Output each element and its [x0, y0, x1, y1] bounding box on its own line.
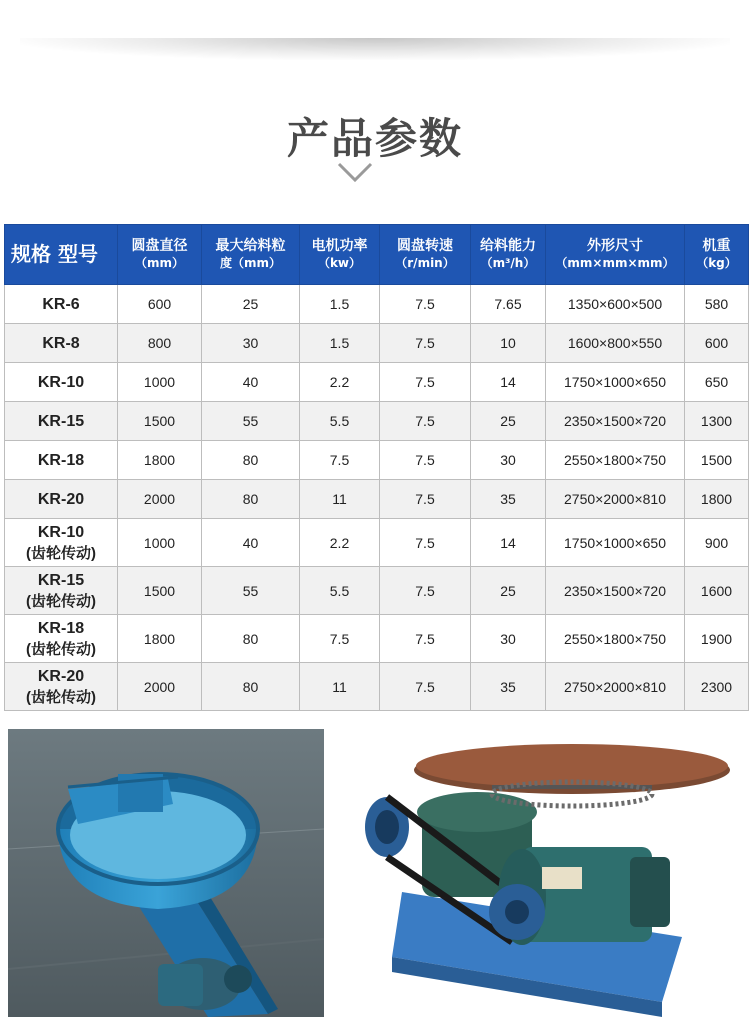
motor-power-cell: 11 [300, 663, 380, 711]
table-row [5, 567, 749, 615]
disc-speed-cell: 7.5 [380, 363, 471, 402]
disc-diameter-cell: 2000 [118, 480, 202, 519]
disc-speed-cell: 7.5 [380, 285, 471, 324]
dimensions-cell: 1750×1000×650 [546, 519, 685, 567]
dimensions-cell: 2550×1800×750 [546, 615, 685, 663]
top-divider-shadow [20, 38, 730, 60]
model-cell: KR-10 [5, 363, 118, 402]
header-weight: 机重 （kg） [685, 225, 749, 285]
disc-diameter-cell: 1500 [118, 402, 202, 441]
table-row [5, 519, 749, 567]
table-row [5, 441, 749, 480]
section-title: 产品参数 [286, 114, 463, 163]
feed-capacity-cell: 10 [471, 324, 546, 363]
model-cell: KR-15 [5, 402, 118, 441]
disc-diameter-cell: 600 [118, 285, 202, 324]
motor-power-cell: 1.5 [300, 285, 380, 324]
feed-capacity-cell: 25 [471, 567, 546, 615]
table-row [5, 363, 749, 402]
dimensions-cell: 2350×1500×720 [546, 402, 685, 441]
disc-diameter-cell: 1000 [118, 519, 202, 567]
header-feed-capacity: 给料能力 （m³/h） [471, 225, 546, 285]
disc-speed-cell: 7.5 [380, 441, 471, 480]
blue-disc-feeder-photo [8, 729, 324, 1017]
table-row [5, 615, 749, 663]
disc-speed-cell: 7.5 [380, 402, 471, 441]
max-feed-size-cell: 55 [202, 402, 300, 441]
disc-speed-cell: 7.5 [380, 567, 471, 615]
feed-capacity-cell: 7.65 [471, 285, 546, 324]
max-feed-size-cell: 55 [202, 567, 300, 615]
max-feed-size-cell: 40 [202, 519, 300, 567]
model-cell: KR-18 (齿轮传动) [5, 615, 118, 663]
spec-table [4, 224, 749, 711]
motor-power-cell: 2.2 [300, 363, 380, 402]
motor-power-cell: 2.2 [300, 519, 380, 567]
model-cell: KR-8 [5, 324, 118, 363]
dimensions-cell: 2550×1800×750 [546, 441, 685, 480]
table-row [5, 324, 749, 363]
weight-cell: 580 [685, 285, 749, 324]
model-cell: KR-10 (齿轮传动) [5, 519, 118, 567]
header-max-feed-size: 最大给料粒 度（mm） [202, 225, 300, 285]
disc-speed-cell: 7.5 [380, 519, 471, 567]
dimensions-cell: 1600×800×550 [546, 324, 685, 363]
weight-cell: 1500 [685, 441, 749, 480]
drive-type-note: (齿轮传动) [26, 592, 96, 610]
disc-diameter-cell: 1800 [118, 441, 202, 480]
header-model: 规格 型号 [5, 225, 118, 285]
model-cell: KR-20 [5, 480, 118, 519]
disc-speed-cell: 7.5 [380, 615, 471, 663]
disc-diameter-cell: 800 [118, 324, 202, 363]
max-feed-size-cell: 30 [202, 324, 300, 363]
disc-speed-cell: 7.5 [380, 663, 471, 711]
disc-diameter-cell: 1000 [118, 363, 202, 402]
feed-capacity-cell: 35 [471, 663, 546, 711]
motor-power-cell: 7.5 [300, 615, 380, 663]
motor-power-cell: 7.5 [300, 441, 380, 480]
disc-speed-cell: 7.5 [380, 324, 471, 363]
weight-cell: 1300 [685, 402, 749, 441]
max-feed-size-cell: 80 [202, 441, 300, 480]
motor-power-cell: 1.5 [300, 324, 380, 363]
dimensions-cell: 2350×1500×720 [546, 567, 685, 615]
weight-cell: 2300 [685, 663, 749, 711]
disc-diameter-cell: 1500 [118, 567, 202, 615]
disc-speed-cell: 7.5 [380, 480, 471, 519]
dimensions-cell: 1750×1000×650 [546, 363, 685, 402]
motor-power-cell: 5.5 [300, 567, 380, 615]
drive-type-note: (齿轮传动) [26, 544, 96, 562]
table-row [5, 663, 749, 711]
feed-capacity-cell: 14 [471, 363, 546, 402]
disc-diameter-cell: 1800 [118, 615, 202, 663]
dimensions-cell: 2750×2000×810 [546, 663, 685, 711]
feed-capacity-cell: 30 [471, 441, 546, 480]
table-row [5, 402, 749, 441]
feed-capacity-cell: 14 [471, 519, 546, 567]
weight-cell: 1600 [685, 567, 749, 615]
disc-diameter-cell: 2000 [118, 663, 202, 711]
header-dimensions: 外形尺寸 （mm×mm×mm） [546, 225, 685, 285]
header-disc-diameter: 圆盘直径 （mm） [118, 225, 202, 285]
feed-capacity-cell: 30 [471, 615, 546, 663]
motor-power-cell: 11 [300, 480, 380, 519]
chevron-down-icon [335, 160, 375, 186]
max-feed-size-cell: 40 [202, 363, 300, 402]
dimensions-cell: 2750×2000×810 [546, 480, 685, 519]
model-cell: KR-20 (齿轮传动) [5, 663, 118, 711]
model-cell: KR-18 [5, 441, 118, 480]
weight-cell: 600 [685, 324, 749, 363]
model-cell: KR-6 [5, 285, 118, 324]
max-feed-size-cell: 80 [202, 480, 300, 519]
feed-capacity-cell: 25 [471, 402, 546, 441]
drive-type-note: (齿轮传动) [26, 640, 96, 658]
max-feed-size-cell: 80 [202, 615, 300, 663]
feed-capacity-cell: 35 [471, 480, 546, 519]
dimensions-cell: 1350×600×500 [546, 285, 685, 324]
gear-drive-disc-feeder-photo [362, 742, 730, 1017]
header-motor-power: 电机功率 （kw） [300, 225, 380, 285]
max-feed-size-cell: 80 [202, 663, 300, 711]
table-row [5, 285, 749, 324]
drive-type-note: (齿轮传动) [26, 688, 96, 706]
weight-cell: 650 [685, 363, 749, 402]
table-header-row [5, 225, 749, 285]
weight-cell: 900 [685, 519, 749, 567]
motor-power-cell: 5.5 [300, 402, 380, 441]
header-disc-speed: 圆盘转速 （r/min） [380, 225, 471, 285]
max-feed-size-cell: 25 [202, 285, 300, 324]
weight-cell: 1800 [685, 480, 749, 519]
table-row [5, 480, 749, 519]
model-cell: KR-15 (齿轮传动) [5, 567, 118, 615]
weight-cell: 1900 [685, 615, 749, 663]
